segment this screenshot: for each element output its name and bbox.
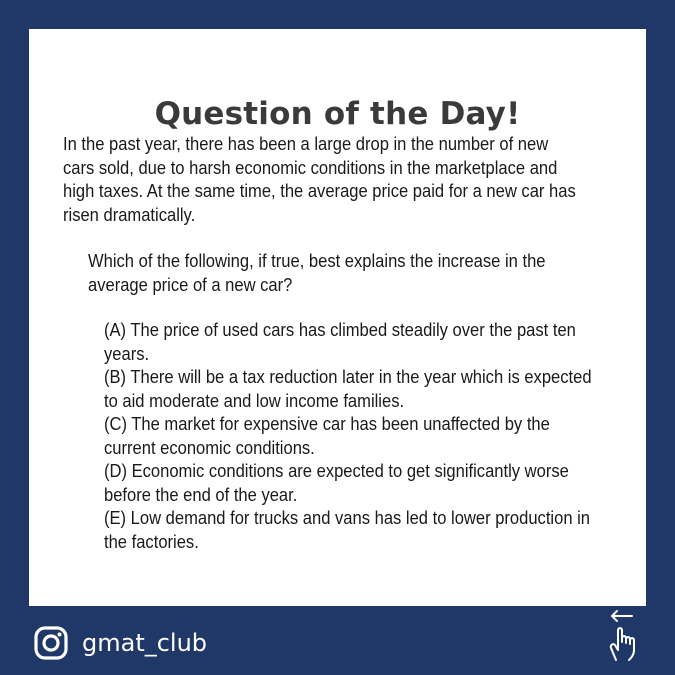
question-stem: In the past year, there has been a large drop in the number of new cars sold, due to harsh economic conditions in the marketplace and high taxes. At the same time, the average price paid for a new car has risen dramatically.	[63, 134, 576, 225]
answer-options	[104, 319, 601, 554]
swipe-hand-icon	[602, 608, 646, 664]
answer-option-d: (D) Economic conditions are expected to get significantly worse before the end of the year.	[104, 461, 569, 505]
card-title: Question of the Day!	[154, 96, 521, 132]
instagram-icon[interactable]	[33, 625, 69, 661]
question-prompt: Which of the following, if true, best explains the increase in the average price of a new car?	[88, 251, 546, 295]
question-card	[29, 29, 646, 606]
answer-option-a: (A) The price of used cars has climbed steadily over the past ten years.	[104, 320, 576, 364]
instagram-handle[interactable]: gmat_club	[82, 629, 208, 657]
answer-option-b: (B) There will be a tax reduction later in the year which is expected to aid moderate and low income families.	[104, 367, 592, 411]
answer-option-e: (E) Low demand for trucks and vans has led to lower production in the factories.	[104, 508, 591, 552]
answer-option-c: (C) The market for expensive car has been unaffected by the current economic conditions.	[104, 414, 550, 458]
